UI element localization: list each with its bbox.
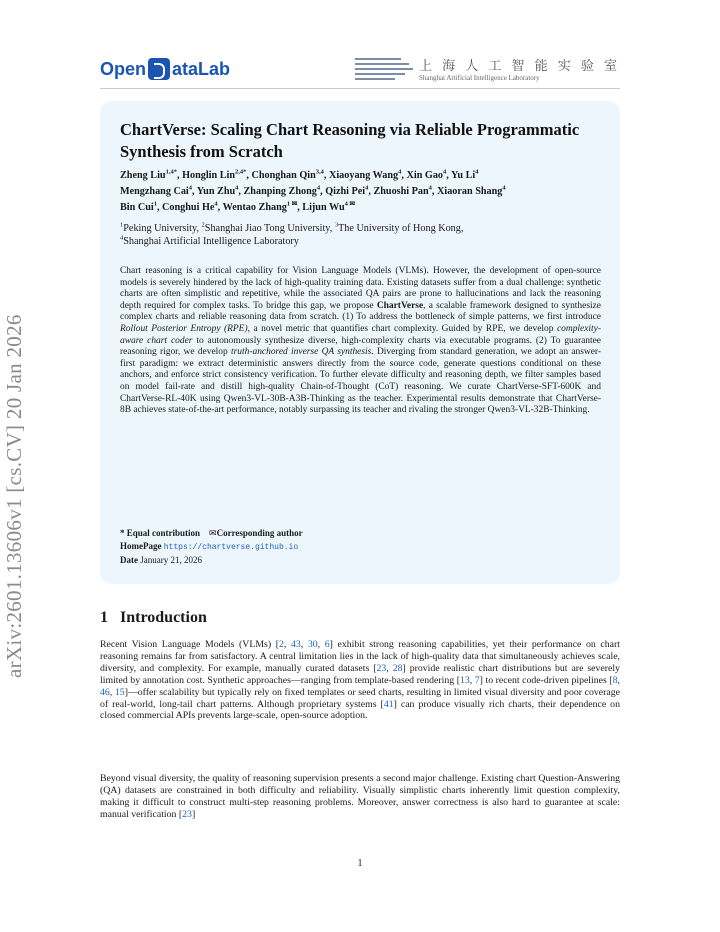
author-name: Zheng Liu xyxy=(120,170,166,181)
citation-link[interactable]: 7 xyxy=(474,674,480,686)
section-number: 1 xyxy=(100,609,108,626)
shanghai-ai-lab-logo xyxy=(355,54,620,82)
affiliation-name: Shanghai Jiao Tong University, xyxy=(204,223,335,234)
date-value: January 21, 2026 xyxy=(140,555,202,565)
author-name: Conghui He xyxy=(162,202,215,213)
abstract-text xyxy=(120,266,601,417)
affiliation-mark: 2 xyxy=(201,221,205,229)
text-run: ] provide realistic chart distributions but are severely limited by annotation cost. Synthetic approaches—ranging from template-based rendering [ xyxy=(100,662,620,686)
author-affiliation-mark: 3,4 xyxy=(315,168,324,176)
author-affiliation-mark: 4 xyxy=(214,200,218,208)
author-affiliation-mark: 1 xyxy=(153,200,157,208)
author-affiliation-mark: 4 xyxy=(475,168,479,176)
author-name: Lijun Wu xyxy=(302,202,345,213)
bold-text: ChartVerse xyxy=(376,300,424,311)
date-label: Date xyxy=(120,555,138,565)
italic-term: complexity-aware chart coder xyxy=(120,323,601,346)
paper-title: ChartVerse: Scaling Chart Reasoning via Reliable Programmatic Synthesis from Scratch xyxy=(120,120,580,161)
lab-name-chinese: 上 海 人 工 智 能 实 验 室 xyxy=(418,58,620,74)
author-affiliation-mark: 4 xyxy=(235,184,239,192)
text-run: Recent Vision Language Models (VLMs) [ xyxy=(100,639,279,650)
arxiv-identifier: arXiv:2601.13606v1 [cs.CV] 20 Jan 2026 xyxy=(2,314,26,678)
text-run: ] can produce visually rich charts, their dependence on closed commercial APIs prevents large-scale, open-source adoption. xyxy=(100,698,620,722)
equal-contribution-note: * Equal contribution xyxy=(120,528,201,538)
text-run: ] exhibit strong reasoning capabilities, yet their performance on chart reasoning remains far from satisfactory. A central limitation lies in the lack of high-quality data that simultaneously achieves scale, diversity, and complexity. For example, manually curated datasets [ xyxy=(100,639,620,674)
lab-name-english: Shanghai Artificial Intelligence Laboratory xyxy=(418,73,540,82)
author-affiliation-mark: 4 xyxy=(316,184,321,192)
abstract-box xyxy=(100,101,620,584)
logo-text-left: Open xyxy=(100,58,147,79)
citation-link[interactable]: 30 xyxy=(307,639,318,650)
author-affiliation-mark: 4 xyxy=(502,184,506,192)
author-affiliation-mark: 2,4* xyxy=(235,168,247,176)
author-name: Honglin Lin xyxy=(182,170,236,181)
italic-term: Rollout Posterior Entropy (RPE) xyxy=(120,323,248,334)
author-name: Yun Zhu xyxy=(196,186,236,197)
author-name: Zhuoshi Pan xyxy=(373,186,429,197)
author-name: Bin Cui xyxy=(120,202,154,213)
citation-link[interactable]: 15 xyxy=(114,686,125,698)
text-run: . Diverging from standard generation, we adopt an answer-first paradigm: we extract deterministic answers directly from the source code, generate questions conditional on these anchors, and enforce strict consistency verification. To further elevate difficulty and reasoning depth, we filter samples based on model fail-rate and distill high-quality Chain-of-Thought (CoT) reasoning. We curate ChartVerse-SFT-600K and ChartVerse-RL-40K using Qwen3-VL-30B-A3B-Thinking as the teacher. Experimental results demonstrate that ChartVerse-8B achieves state-of-the-art performance, notably surpassing its teacher and rivaling the stronger Qwen3-VL-32B-Thinking. xyxy=(120,347,601,416)
text-run: , xyxy=(386,662,393,674)
author-name: Xin Gao xyxy=(406,170,444,181)
text-run: , xyxy=(469,674,475,686)
affiliation-mark: 4 xyxy=(120,234,124,242)
author-affiliation-mark: 4 xyxy=(188,184,193,192)
citation-link[interactable]: 43 xyxy=(290,639,301,650)
page-header xyxy=(100,52,620,88)
text-run: ] xyxy=(191,808,196,820)
author-affiliation-mark: 4 xyxy=(398,168,402,176)
affiliation-mark: 3 xyxy=(334,221,339,229)
text-run: Chart reasoning is a critical capability for Vision Language Models (VLMs). However, the development of open-source models is severely hindered by the lack of high-quality training data. Existing datasets suffer from a dual challenge: synthetic charts are often simplistic and repetitive, while the associated QA pairs are prone to hallucinations and lack the reasoning depth required for complex tasks. To bridge this gap, we propose xyxy=(120,266,601,311)
text-run: , a novel metric that quantifies chart complexity. Guided by RPE, we develop xyxy=(247,323,557,334)
envelope-icon: ✉ xyxy=(209,528,217,538)
author-name: Wentao Zhang xyxy=(222,202,287,213)
affiliation-mark: 1 xyxy=(120,221,124,229)
citation-link[interactable]: 28 xyxy=(392,662,403,674)
logo-d-icon xyxy=(148,58,170,80)
text-run: ]—offer scalability but typically rely on fixed templates or seed charts, resulting in limited visual diversity and poor coverage of real-world, long-tail chart patterns. Although proprietary systems [ xyxy=(100,686,620,710)
text-run: , xyxy=(317,639,325,650)
author-list: Zheng Liu$^{1,4*}$, Honglin Lin$^{2,4*}$, Chonghan Qin$^{3,4}$, Xiaoyang Wang$^4$, Xin Gao$^4$, Yu Li$^4$ Mengzhang Cai$^4$, Yun Zhu$^4$, Zhanping Zhong$^4$, Qizhi Pei$^4$, Zhuoshi Pan$^4$, Xiaoran Shang$^4$ Bin Cui$^1$, Conghui He$^4$, Wentao Zhang$^{1 ✉}$, Lijun $Wu^{4 ✉}$ xyxy=(120,168,506,213)
intro-paragraph-1 xyxy=(100,639,620,722)
author-name: Yu Li xyxy=(450,170,476,181)
author-affiliation-mark: 4 xyxy=(443,168,447,176)
affiliation-name: The University of Hong Kong, xyxy=(338,223,464,234)
section-heading xyxy=(100,609,207,627)
author-name: Mengzhang Cai xyxy=(120,186,189,197)
citation-link[interactable]: 6 xyxy=(324,639,330,650)
affiliation-name: Peking University, xyxy=(123,223,202,234)
text-run: ] to recent code-driven pipelines [ xyxy=(479,674,613,686)
affiliations xyxy=(120,222,610,248)
author-name: Chonghan Qin xyxy=(251,170,316,181)
homepage-link[interactable]: https://chartverse.github.io xyxy=(163,542,299,552)
italic-term: truth-anchored inverse QA synthesis xyxy=(230,347,372,358)
citation-link[interactable]: 41 xyxy=(383,698,394,710)
citation-link[interactable]: 46 xyxy=(100,686,110,698)
author-affiliation-mark: 4 ✉ xyxy=(344,200,355,208)
author-name: Xiaoyang Wang xyxy=(328,170,399,181)
text-run: , xyxy=(300,639,308,650)
text-run: , xyxy=(109,686,115,698)
author-affiliation-mark: 1,4* xyxy=(165,168,177,176)
text-run: , a scalable framework designed to synthesize complex charts and reliable reasoning data from scratch. (1) To address the bottleneck of simple patterns, we first introduce xyxy=(120,300,601,323)
author-affiliation-mark: 4 xyxy=(428,184,432,192)
text-run: , xyxy=(283,639,291,650)
citation-link[interactable]: 13 xyxy=(459,674,470,686)
homepage-label: HomePage xyxy=(120,540,162,551)
intro-paragraph-2 xyxy=(100,773,620,821)
text-run: , xyxy=(617,674,620,686)
opendatalab-logo xyxy=(100,58,230,80)
logo-text-right: ataLab xyxy=(172,58,231,79)
citation-link[interactable]: 23 xyxy=(182,808,192,820)
header-divider xyxy=(100,88,620,89)
affiliation-name: Shanghai Artificial Intelligence Laboratory xyxy=(123,236,299,247)
section-title: Introduction xyxy=(120,609,207,626)
author-affiliation-mark: 1 ✉ xyxy=(286,200,298,208)
text-run: Beyond visual diversity, the quality of reasoning supervision presents a second major challenge. Existing chart Question-Answering (QA) datasets are constrained in both difficulty and reliability. Visually simplistic charts inherently limit question complexity, making it difficult to construct multi-step reasoning problems. Moreover, answer correctness is also hard to guarantee at scale: manual verification [ xyxy=(100,773,620,820)
author-name: Xiaoran Shang xyxy=(437,186,503,197)
citation-link[interactable]: 8 xyxy=(612,674,618,686)
citation-link[interactable]: 2 xyxy=(279,639,284,650)
author-affiliation-mark: 4 xyxy=(365,184,369,192)
citation-link[interactable]: 23 xyxy=(376,662,387,674)
text-run: to autonomously synthesize diverse, high-complexity charts via executable programs. (2) To guarantee reasoning rigor, we develop xyxy=(120,335,601,358)
corresponding-author-note: Corresponding author xyxy=(216,528,303,538)
paper-meta xyxy=(120,527,600,567)
lab-emblem-icon xyxy=(355,54,413,82)
author-name: Qizhi Pei xyxy=(325,186,366,197)
page-number: 1 xyxy=(357,858,363,869)
author-name: Zhanping Zhong xyxy=(243,186,317,197)
